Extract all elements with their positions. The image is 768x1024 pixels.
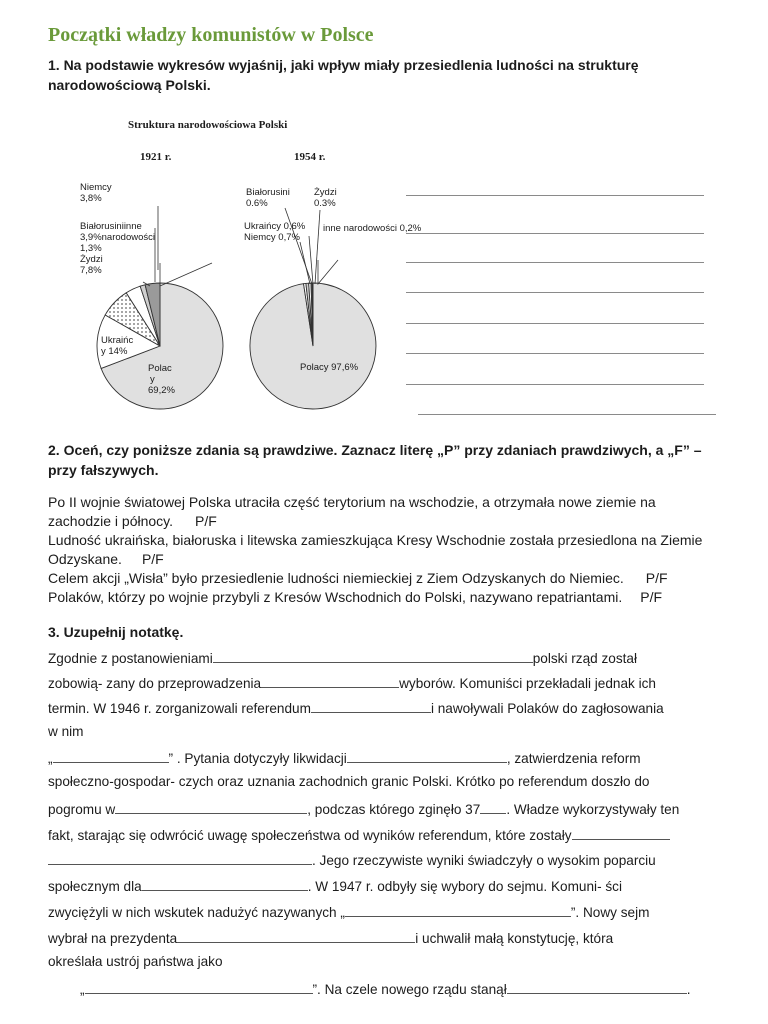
blank-field[interactable] — [177, 929, 415, 943]
pie-1954 — [250, 283, 376, 409]
blank-field[interactable] — [480, 800, 506, 814]
pf-choice[interactable]: P/F — [195, 513, 217, 529]
note-line-1: Zgodnie z postanowieniami polski rząd został — [48, 651, 637, 666]
note-line-3: termin. W 1946 r. zorganizowali referendum i nawoływali Polaków do zagłosowania — [48, 701, 664, 716]
note-line-5: „ ” . Pytania dotyczyły likwidacji , zatwierdzenia reform — [48, 751, 641, 766]
note-line-7: pogromu w , podczas którego zginęło 37 . Władze wykorzystywały ten — [48, 802, 680, 817]
question-2 — [48, 440, 702, 480]
note-line-4: w nim — [48, 724, 84, 739]
pf-choice[interactable]: P/F — [640, 589, 663, 605]
answer-line[interactable] — [406, 384, 704, 385]
label-zydzi-1954: Żydzi 0.3% — [314, 187, 337, 209]
blank-field[interactable] — [85, 980, 313, 994]
label-inne-1954: inne narodowości 0,2% — [323, 223, 422, 234]
blank-field[interactable] — [507, 980, 687, 994]
answer-line[interactable] — [406, 292, 704, 293]
note-line-9: . Jego rzeczywiste wyniki świadczyły o wysokim poparciu — [48, 851, 656, 868]
chart-heading: Struktura narodowościowa Polski — [128, 119, 288, 131]
note-line-11: zwyciężyli w nich wskutek nadużyć nazywanych „ ”. Nowy sejm — [48, 905, 650, 920]
note-line-13: określała ustrój państwa jako — [48, 954, 223, 969]
statement-2: Ludność ukraińska, białoruska i litewska zamieszkująca Kresy Wschodnie została przesiedlona na Ziemie Odzyskane. P/F — [48, 532, 703, 567]
statement-list — [48, 493, 702, 607]
leader-inne-1954 — [318, 260, 338, 284]
blank-field[interactable] — [311, 699, 431, 713]
note-line-14: „ ”. Na czele nowego rządu stanął . — [80, 982, 691, 997]
note-line-10: społecznym dla . W 1947 r. odbyły się wybory do sejmu. Komuni- ści — [48, 879, 622, 894]
leader-extra-1921 — [160, 263, 212, 286]
question-1 — [48, 55, 639, 95]
answer-line[interactable] — [406, 195, 704, 196]
label-niemcy-1921: Niemcy 3,8% — [80, 182, 112, 204]
chart-1954-title: 1954 r. — [294, 151, 326, 163]
pie-charts — [60, 170, 430, 420]
question-2-line-1: 2. Oceń, czy poniższe zdania są prawdziwe. Zaznacz literę „P” przy zdaniach prawdziwych, a „F” – — [48, 442, 702, 458]
leader-zydzi-1954 — [315, 210, 320, 284]
blank-field[interactable] — [53, 749, 169, 763]
pf-choice[interactable]: P/F — [141, 551, 164, 567]
leader-ukraincy-1954 — [300, 242, 310, 284]
note-line-6: społeczno-gospodar- czych oraz uznania zachodnich granic Polski. Krótko po referendum doszło do — [48, 774, 650, 789]
label-ukraincy-1921: Ukraińc y 14% — [101, 335, 134, 357]
leader-bialorusini-1954 — [285, 208, 312, 284]
label-bialorusini-1954: Białorusini 0.6% — [246, 187, 290, 209]
note-line-12: wybrał na prezydenta i uchwalił małą konstytucję, która — [48, 931, 614, 946]
blank-field[interactable] — [347, 749, 507, 763]
answer-line[interactable] — [406, 233, 704, 234]
question-1-line-2: narodowościową Polski. — [48, 77, 211, 93]
label-ukraincy-1954: Ukraińcy 0,6% — [244, 221, 306, 232]
page-title: Początki władzy komunistów w Polsce — [48, 24, 374, 46]
note-line-8: fakt, starając się odwrócić uwagę społeczeństwa od wyników referendum, które zostały — [48, 826, 670, 843]
answer-line[interactable] — [406, 262, 704, 263]
blank-field[interactable] — [115, 800, 307, 814]
statement-1: Po II wojnie światowej Polska utraciła część terytorium na wschodzie, a otrzymała nowe ziemie na zachodzie i północy. P/F — [48, 494, 656, 529]
label-bialorusini-1921: Białorusiniinne 3,9%narodowości 1,3% Żydzi 7,8% — [80, 221, 155, 276]
blank-field[interactable] — [48, 851, 312, 865]
label-niemcy-1954: Niemcy 0,7% — [244, 232, 300, 243]
blank-field[interactable] — [142, 877, 308, 891]
statement-3: Celem akcji „Wisła” było przesiedlenie ludności niemieckiej z Ziem Odzyskanych do Niemiec. P/F — [48, 570, 668, 586]
question-2-line-2: przy fałszywych. — [48, 462, 159, 478]
question-1-line-1: 1. Na podstawie wykresów wyjaśnij, jaki wpływ miały przesiedlenia ludności na strukturę — [48, 57, 639, 73]
pf-choice[interactable]: P/F — [645, 570, 668, 586]
question-3-heading: 3. Uzupełnij notatkę. — [48, 624, 184, 640]
blank-field[interactable] — [213, 649, 533, 663]
blank-field[interactable] — [261, 674, 399, 688]
chart-1921-title: 1921 r. — [140, 151, 172, 163]
answer-line[interactable] — [406, 323, 704, 324]
blank-field[interactable] — [572, 826, 670, 840]
answer-line[interactable] — [406, 353, 704, 354]
label-polacy-1954: Polacy 97,6% — [300, 362, 359, 373]
label-polacy-1921: Polac y 69,2% — [148, 363, 175, 396]
answer-line[interactable] — [418, 414, 716, 415]
note-line-2: zobowią- zany do przeprowadzenia wyborów. Komuniści przekładali jednak ich — [48, 676, 656, 691]
blank-field[interactable] — [345, 903, 571, 917]
statement-4: Polaków, którzy po wojnie przybyli z Kresów Wschodnich do Polski, nazywano repatriantami. P/F — [48, 589, 663, 605]
